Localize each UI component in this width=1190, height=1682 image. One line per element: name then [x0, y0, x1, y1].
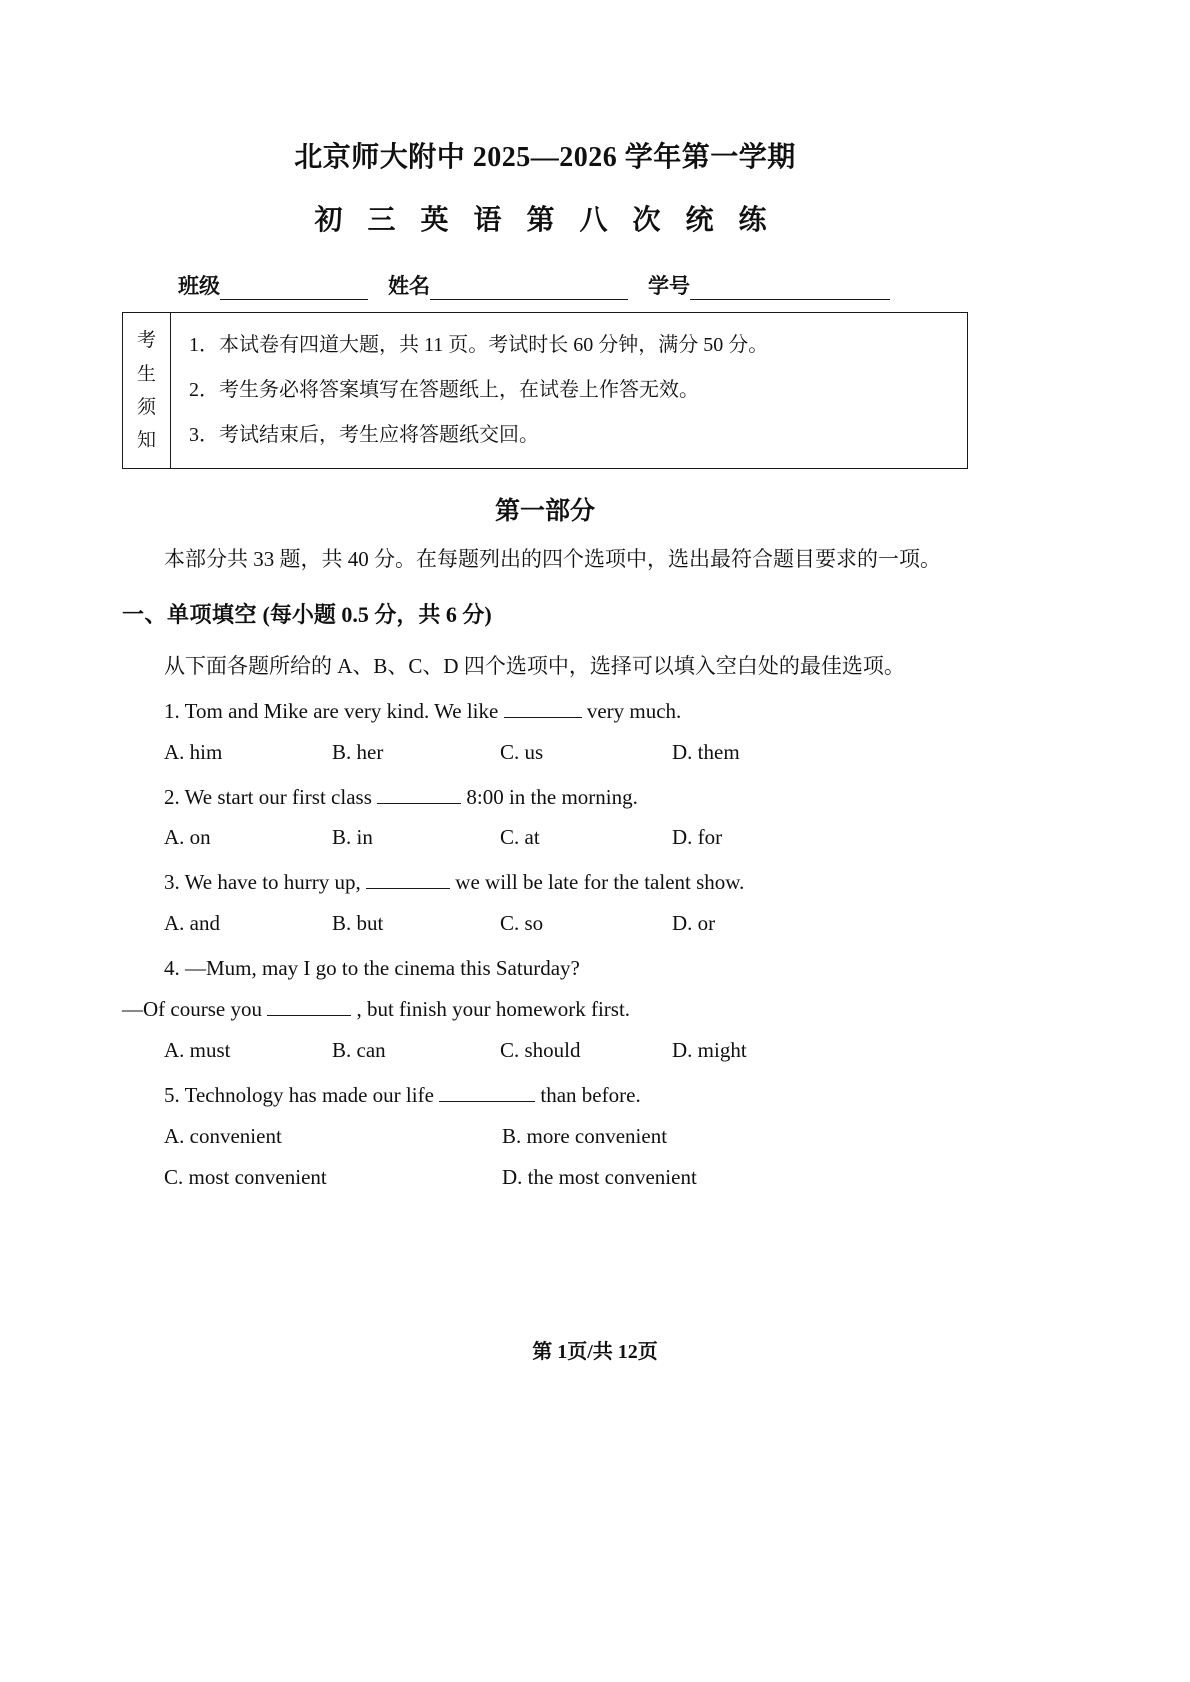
- question-1-stem-after: very much.: [586, 698, 682, 723]
- notice-item: 3．考试结束后，考生应将答题纸交回。: [189, 424, 539, 447]
- question-2-stem-after: 8:00 in the morning.: [466, 784, 638, 809]
- question-4-stem-after: , but finish your homework first.: [356, 997, 631, 1022]
- student-info-line: [122, 270, 968, 300]
- question-4-stem-line-1: 4. —Mum, may I go to the cinema this Saturday?: [164, 956, 580, 981]
- question-2-stem: [122, 777, 968, 818]
- exam-notice-box: [122, 312, 968, 469]
- question-2-stem-before: 2. We start our first class: [164, 784, 372, 809]
- question-1-stem-before: 1. Tom and Mike are very kind. We like: [164, 698, 499, 723]
- question-1-option-b[interactable]: B. her: [332, 739, 384, 764]
- question-5-option-c[interactable]: C. most convenient: [164, 1164, 327, 1189]
- question-1-option-a[interactable]: A. him: [164, 739, 223, 764]
- question-4-stem-line-2: [122, 989, 968, 1030]
- section-one-directions: 从下面各题所给的 A、B、C、D 四个选项中，选择可以填入空白处的最佳选项。: [164, 653, 905, 678]
- notice-items: [171, 313, 967, 468]
- section-one-heading-score: (每小题 0.5 分，共 6 分): [262, 602, 492, 628]
- question-2-option-a[interactable]: A. on: [164, 825, 211, 850]
- question-4-option-c[interactable]: C. should: [500, 1038, 581, 1063]
- question-3-option-c[interactable]: C. so: [500, 911, 544, 936]
- question-5-answer-blank[interactable]: [439, 1084, 535, 1102]
- question-4-option-b[interactable]: B. can: [332, 1038, 386, 1063]
- question-5-options-row-1: [122, 1116, 968, 1157]
- class-blank-field[interactable]: [220, 279, 368, 300]
- question-3-stem: [122, 862, 968, 903]
- page-content: [122, 120, 968, 1198]
- question-3: [122, 862, 968, 944]
- question-5-options-row-2: [122, 1157, 968, 1198]
- question-1: [122, 691, 968, 773]
- student-id-label: 学号: [648, 274, 690, 299]
- section-one-heading: [122, 596, 968, 633]
- notice-item: 1．本试卷有四道大题，共 11 页。考试时长 60 分钟，满分 50 分。: [189, 334, 769, 357]
- question-2-options: [122, 817, 968, 858]
- question-5-option-a[interactable]: A. convenient: [164, 1124, 282, 1149]
- question-1-options: [122, 732, 968, 773]
- question-2-answer-blank[interactable]: [377, 786, 461, 804]
- notice-char-0: 考: [136, 330, 156, 352]
- part-one-title: 第一部分: [494, 498, 595, 526]
- question-3-option-a[interactable]: A. and: [164, 911, 220, 936]
- question-3-answer-blank[interactable]: [366, 871, 450, 889]
- part-one-description: 本部分共 33 题，共 40 分。在每题列出的四个选项中，选出最符合题目要求的一项。: [164, 547, 941, 572]
- question-3-option-b[interactable]: B. but: [332, 911, 384, 936]
- notice-char-2: 须: [136, 396, 156, 418]
- question-5-option-b[interactable]: B. more convenient: [502, 1124, 668, 1149]
- page-footer: 第 1页/共 12页: [532, 1341, 658, 1363]
- question-1-option-c[interactable]: C. us: [500, 739, 544, 764]
- question-4-option-d[interactable]: D. might: [672, 1038, 747, 1063]
- question-4-answer-blank[interactable]: [267, 998, 351, 1016]
- section-one-heading-label: 一、单项填空: [122, 602, 258, 628]
- question-4-option-a[interactable]: A. must: [164, 1038, 231, 1063]
- question-5-option-d[interactable]: D. the most convenient: [502, 1164, 697, 1189]
- student-id-blank-field[interactable]: [690, 279, 890, 300]
- question-2-option-c[interactable]: C. at: [500, 825, 540, 850]
- question-4-options: [122, 1030, 968, 1071]
- question-5: [122, 1075, 968, 1198]
- notice-char-1: 生: [136, 363, 156, 385]
- question-5-stem-before: 5. Technology has made our life: [164, 1083, 434, 1108]
- notice-vertical-label: [123, 313, 171, 468]
- notice-item: 2．考生务必将答案填写在答题纸上，在试卷上作答无效。: [189, 379, 699, 402]
- question-5-stem: [122, 1075, 968, 1116]
- school-title: 北京师大附中 2025—2026 学年第一学期: [294, 142, 796, 173]
- question-3-option-d[interactable]: D. or: [672, 911, 716, 936]
- question-1-stem: [122, 691, 968, 732]
- notice-char-3: 知: [136, 430, 156, 452]
- name-blank-field[interactable]: [430, 279, 628, 300]
- question-2-option-d[interactable]: D. for: [672, 825, 723, 850]
- question-1-option-d[interactable]: D. them: [672, 739, 740, 764]
- exam-title: 初 三 英 语 第 八 次 统 练: [314, 205, 776, 237]
- question-3-stem-after: we will be late for the talent show.: [455, 870, 745, 895]
- question-2-option-b[interactable]: B. in: [332, 825, 373, 850]
- question-1-answer-blank[interactable]: [504, 700, 582, 718]
- name-label: 姓名: [388, 274, 430, 299]
- question-5-stem-after: than before.: [540, 1083, 641, 1108]
- question-2: [122, 777, 968, 859]
- question-3-options: [122, 903, 968, 944]
- question-4: [122, 948, 968, 1071]
- class-label: 班级: [178, 274, 220, 299]
- question-3-stem-before: 3. We have to hurry up,: [164, 870, 361, 895]
- question-4-stem-before: —Of course you: [122, 997, 262, 1022]
